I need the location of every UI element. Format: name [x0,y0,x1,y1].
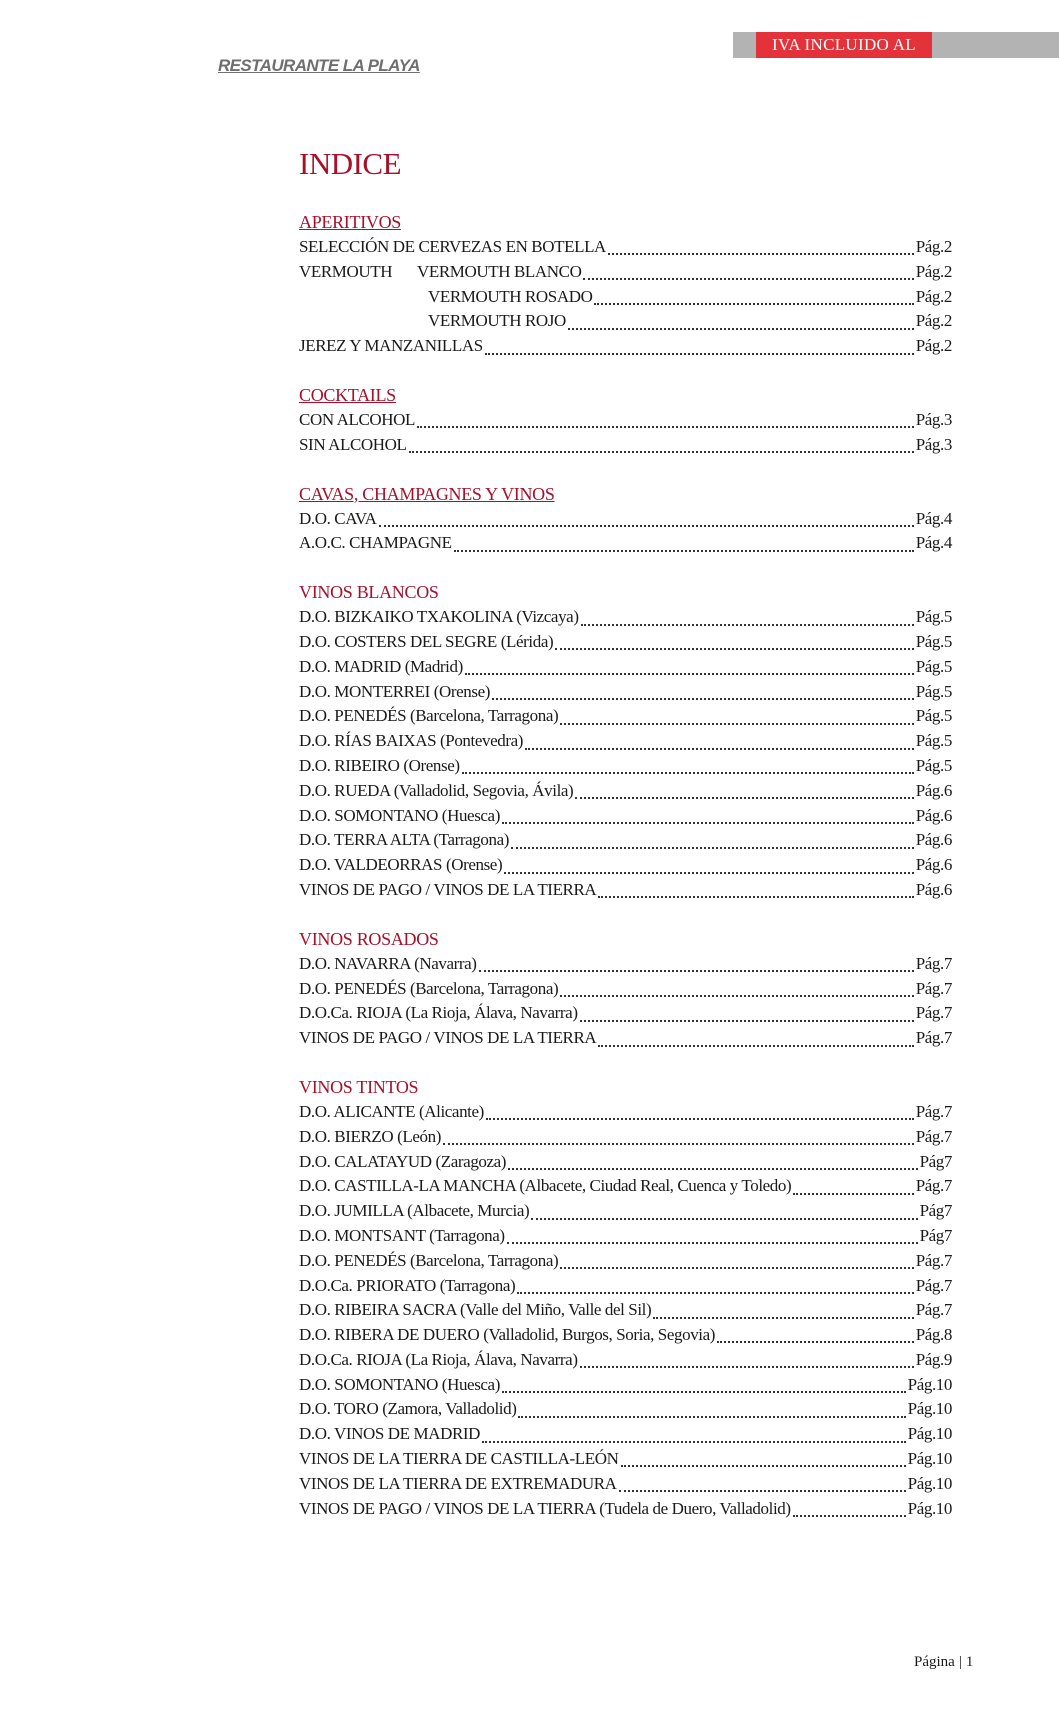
index-entry [299,235,952,260]
entry-label: D.O. SOMONTANO (Huesca) [299,805,500,825]
entry-page-ref: Pág.2 [915,336,952,356]
dot-leader [793,1183,913,1195]
index-entry [299,507,952,532]
dot-leader [653,1307,913,1319]
entry-label: D.O.Ca. PRIORATO (Tarragona) [299,1275,516,1295]
entry-label: VERMOUTH BLANCO [417,261,582,281]
section-heading: VINOS TINTOS [299,1076,419,1097]
index-entry [299,655,952,680]
dot-leader [465,663,914,675]
entry-page-ref: Pág.7 [915,1028,952,1048]
entry-label: D.O. RÍAS BAIXAS (Pontevedra) [299,731,524,751]
index-entry [299,853,952,878]
iva-badge: IVA INCLUIDO AL [756,32,932,58]
index-entry [299,605,952,630]
entry-page-ref: Pág.6 [915,879,952,899]
entry-label: D.O. TERRA ALTA (Tarragona) [299,830,509,850]
dot-leader [417,416,914,428]
dot-leader [608,243,914,255]
index-entry [299,408,952,433]
index-entry [299,1497,952,1522]
entry-page-ref: Pág7 [919,1225,952,1245]
entry-label: VINOS DE LA TIERRA DE CASTILLA-LEÓN [299,1449,619,1469]
dot-leader [379,515,914,527]
dot-leader [518,1406,905,1418]
entry-page-ref: Pág.7 [915,1250,952,1270]
entry-page-ref: Pág.7 [915,1275,952,1295]
entry-label: D.O. CASTILLA-LA MANCHA (Albacete, Ciudad Real, Cuenca y Toledo) [299,1176,792,1196]
index-entry [299,680,952,705]
entry-page-ref: Pág.6 [915,855,952,875]
index-entry [299,309,952,334]
index-entry [299,1026,952,1051]
dot-leader [555,638,914,650]
entry-page-ref: Pág.5 [915,656,952,676]
dot-leader [508,1158,918,1170]
index-entry [299,1174,952,1199]
index-entry [299,1224,952,1249]
entry-page-ref: Pág.7 [915,1300,952,1320]
dot-leader [482,1431,906,1443]
index-section [299,383,952,458]
index-entry [299,1001,952,1026]
index-entry [299,1348,952,1373]
entry-page-ref: Pág.2 [915,237,952,256]
dot-leader [507,1232,918,1244]
entry-label: D.O. PENEDÉS (Barcelona, Tarragona) [299,1250,559,1270]
index-entry [299,1274,952,1299]
dot-leader [462,762,914,774]
index-entry [299,1199,952,1224]
entry-label: D.O. BIZKAIKO TXAKOLINA (Vizcaya) [299,607,579,627]
entry-label: D.O. RUEDA (Valladolid, Segovia, Ávila) [299,780,574,800]
entry-label: D.O.Ca. RIOJA (La Rioja, Álava, Navarra) [299,1003,578,1023]
entry-page-ref: Pág.10 [907,1498,952,1518]
entry-page-ref: Pág.7 [915,978,952,998]
entry-label: D.O.Ca. RIOJA (La Rioja, Álava, Navarra) [299,1349,578,1369]
index-entry [299,1150,952,1175]
index-entry [299,334,952,359]
entry-label: D.O. JUMILLA (Albacete, Murcia) [299,1201,530,1221]
index-entry [299,729,952,754]
entry-page-ref: Pág.7 [915,953,952,973]
entry-label: A.O.C. CHAMPAGNE [299,533,452,553]
entry-label: D.O. MADRID (Madrid) [299,656,463,676]
entry-label: VINOS DE PAGO / VINOS DE LA TIERRA [299,1028,597,1048]
dot-leader [581,614,914,626]
dot-leader [409,441,914,453]
dot-leader [502,1381,906,1393]
index-entry [299,1472,952,1497]
dot-leader [443,1133,914,1145]
index-entry [299,952,952,977]
entry-page-ref: Pág.5 [915,755,952,775]
entry-page-ref: Pág.7 [915,1003,952,1023]
dot-leader [583,268,913,280]
index-entry [299,828,952,853]
entry-page-ref: Pág7 [919,1201,952,1221]
entry-label: VINOS DE PAGO / VINOS DE LA TIERRA [299,879,597,899]
entry-page-ref: Pág.10 [907,1399,952,1419]
entry-label: D.O. TORO (Zamora, Valladolid) [299,1399,517,1419]
dot-leader [517,1282,913,1294]
index-section [299,482,952,557]
entry-page-ref: Pág.6 [915,780,952,800]
entry-label: CON ALCOHOL [299,409,416,429]
entry-label: D.O. ALICANTE (Alicante) [299,1101,484,1121]
entry-page-ref: Pág7 [919,1151,952,1171]
entry-label: D.O. PENEDÉS (Barcelona, Tarragona) [299,978,559,998]
index-section [299,1075,952,1522]
index-entry [299,630,952,655]
footer-separator: | [958,1654,962,1670]
section-heading: CAVAS, CHAMPAGNES Y VINOS [299,483,555,504]
entry-label: D.O. BIERZO (León) [299,1126,441,1146]
index-entry [299,1298,952,1323]
dot-leader [621,1455,906,1467]
entry-label: D.O. MONTERREI (Orense) [299,681,490,701]
dot-leader [717,1331,914,1343]
index-section [299,210,952,359]
entry-label: VERMOUTH ROSADO [428,286,593,306]
dot-leader [485,343,914,355]
entry-page-ref: Pág.5 [915,681,952,701]
page-title: INDICE [299,146,402,181]
entry-label: VINOS DE PAGO / VINOS DE LA TIERRA (Tudela de Duero, Valladolid) [299,1498,791,1518]
dot-leader [531,1208,917,1220]
dot-leader [580,1010,914,1022]
entry-label: SELECCIÓN DE CERVEZAS EN BOTELLA [299,237,606,256]
dot-leader [560,985,913,997]
dot-leader [619,1480,906,1492]
entry-label: VERMOUTH ROJO [428,311,566,331]
entry-page-ref: Pág.8 [915,1325,952,1345]
entry-label: D.O. VALDEORRAS (Orense) [299,855,503,875]
section-heading: VINOS BLANCOS [299,582,439,603]
dot-leader [525,738,914,750]
entry-page-ref: Pág.5 [915,607,952,627]
entry-page-ref: Pág.6 [915,830,952,850]
dot-leader [486,1108,914,1120]
index-entry [299,1447,952,1472]
index-entry [299,260,952,285]
entry-label: VINOS DE LA TIERRA DE EXTREMADURA [299,1473,617,1493]
entry-page-ref: Pág.2 [915,311,952,331]
entry-label: D.O. VINOS DE MADRID [299,1424,481,1444]
entry-page-ref: Pág.3 [915,434,952,454]
entry-page-ref: Pág.5 [915,731,952,751]
entry-page-ref: Pág.2 [915,261,952,281]
dot-leader [598,886,913,898]
entry-page-ref: Pág.10 [907,1473,952,1493]
entry-page-ref: Pág.5 [915,706,952,726]
entry-label: D.O. CAVA [299,508,377,528]
dot-leader [504,862,914,874]
index-entry [299,1373,952,1398]
dot-leader [568,318,914,330]
dot-leader [511,837,914,849]
entry-label: D.O. NAVARRA (Navarra) [299,953,477,973]
index-entry [299,977,952,1002]
dot-leader [598,1035,913,1047]
entry-page-ref: Pág.7 [915,1101,952,1121]
dot-leader [793,1505,906,1517]
entry-page-ref: Pág.7 [915,1126,952,1146]
entry-label: D.O. RIBEIRO (Orense) [299,755,460,775]
index-entry [299,1397,952,1422]
section-heading: VINOS ROSADOS [299,928,439,949]
page-footer [914,1654,973,1671]
dot-leader [492,688,914,700]
index-entry [299,804,952,829]
entry-page-ref: Pág.6 [915,805,952,825]
footer-page-number: 1 [965,1654,974,1670]
index-entry [299,285,952,310]
index-entry [299,433,952,458]
dot-leader [479,960,914,972]
index-entry [299,704,952,729]
entry-label: D.O. RIBEIRA SACRA (Valle del Miño, Valle del Sil) [299,1300,652,1320]
index-sections [299,210,952,1545]
index-entry [299,1323,952,1348]
entry-label: D.O. PENEDÉS (Barcelona, Tarragona) [299,706,559,726]
entry-page-ref: Pág.4 [915,508,952,528]
entry-label: D.O. COSTERS DEL SEGRE (Lérida) [299,631,554,651]
index-entry [299,754,952,779]
entry-label: SIN ALCOHOL [299,434,407,454]
entry-page-ref: Pág.10 [907,1449,952,1469]
index-entry [299,1422,952,1447]
entry-label: D.O. MONTSANT (Tarragona) [299,1225,505,1245]
entry-label: JEREZ Y MANZANILLAS [299,336,483,356]
dot-leader [502,812,914,824]
entry-page-ref: Pág.4 [915,533,952,553]
index-entry [299,531,952,556]
entry-label: D.O. CALATAYUD (Zaragoza) [299,1151,507,1171]
restaurant-brand: RESTAURANTE LA PLAYA [218,56,420,75]
entry-page-ref: Pág.3 [915,409,952,429]
section-heading: APERITIVOS [299,212,402,232]
index-entry [299,1125,952,1150]
entry-prefix: VERMOUTH [299,261,393,281]
dot-leader [575,787,913,799]
entry-page-ref: Pág.7 [915,1176,952,1196]
dot-leader [560,1257,913,1269]
index-section [299,927,952,1051]
entry-page-ref: Pág.10 [907,1374,952,1394]
index-entry [299,1249,952,1274]
entry-page-ref: Pág.5 [915,631,952,651]
section-heading: COCKTAILS [299,384,396,405]
index-section [299,580,952,903]
dot-leader [454,540,914,552]
entry-label: D.O. RIBERA DE DUERO (Valladolid, Burgos, Soria, Segovia) [299,1325,716,1345]
entry-label: D.O. SOMONTANO (Huesca) [299,1374,500,1394]
entry-page-ref: Pág.2 [915,286,952,306]
dot-leader [580,1356,914,1368]
index-entry [299,1100,952,1125]
entry-page-ref: Pág.9 [915,1349,952,1369]
index-entry [299,878,952,903]
dot-leader [594,293,913,305]
entry-page-ref: Pág.10 [907,1424,952,1444]
index-entry [299,779,952,804]
dot-leader [560,713,913,725]
footer-page-label: Página [914,1654,955,1670]
